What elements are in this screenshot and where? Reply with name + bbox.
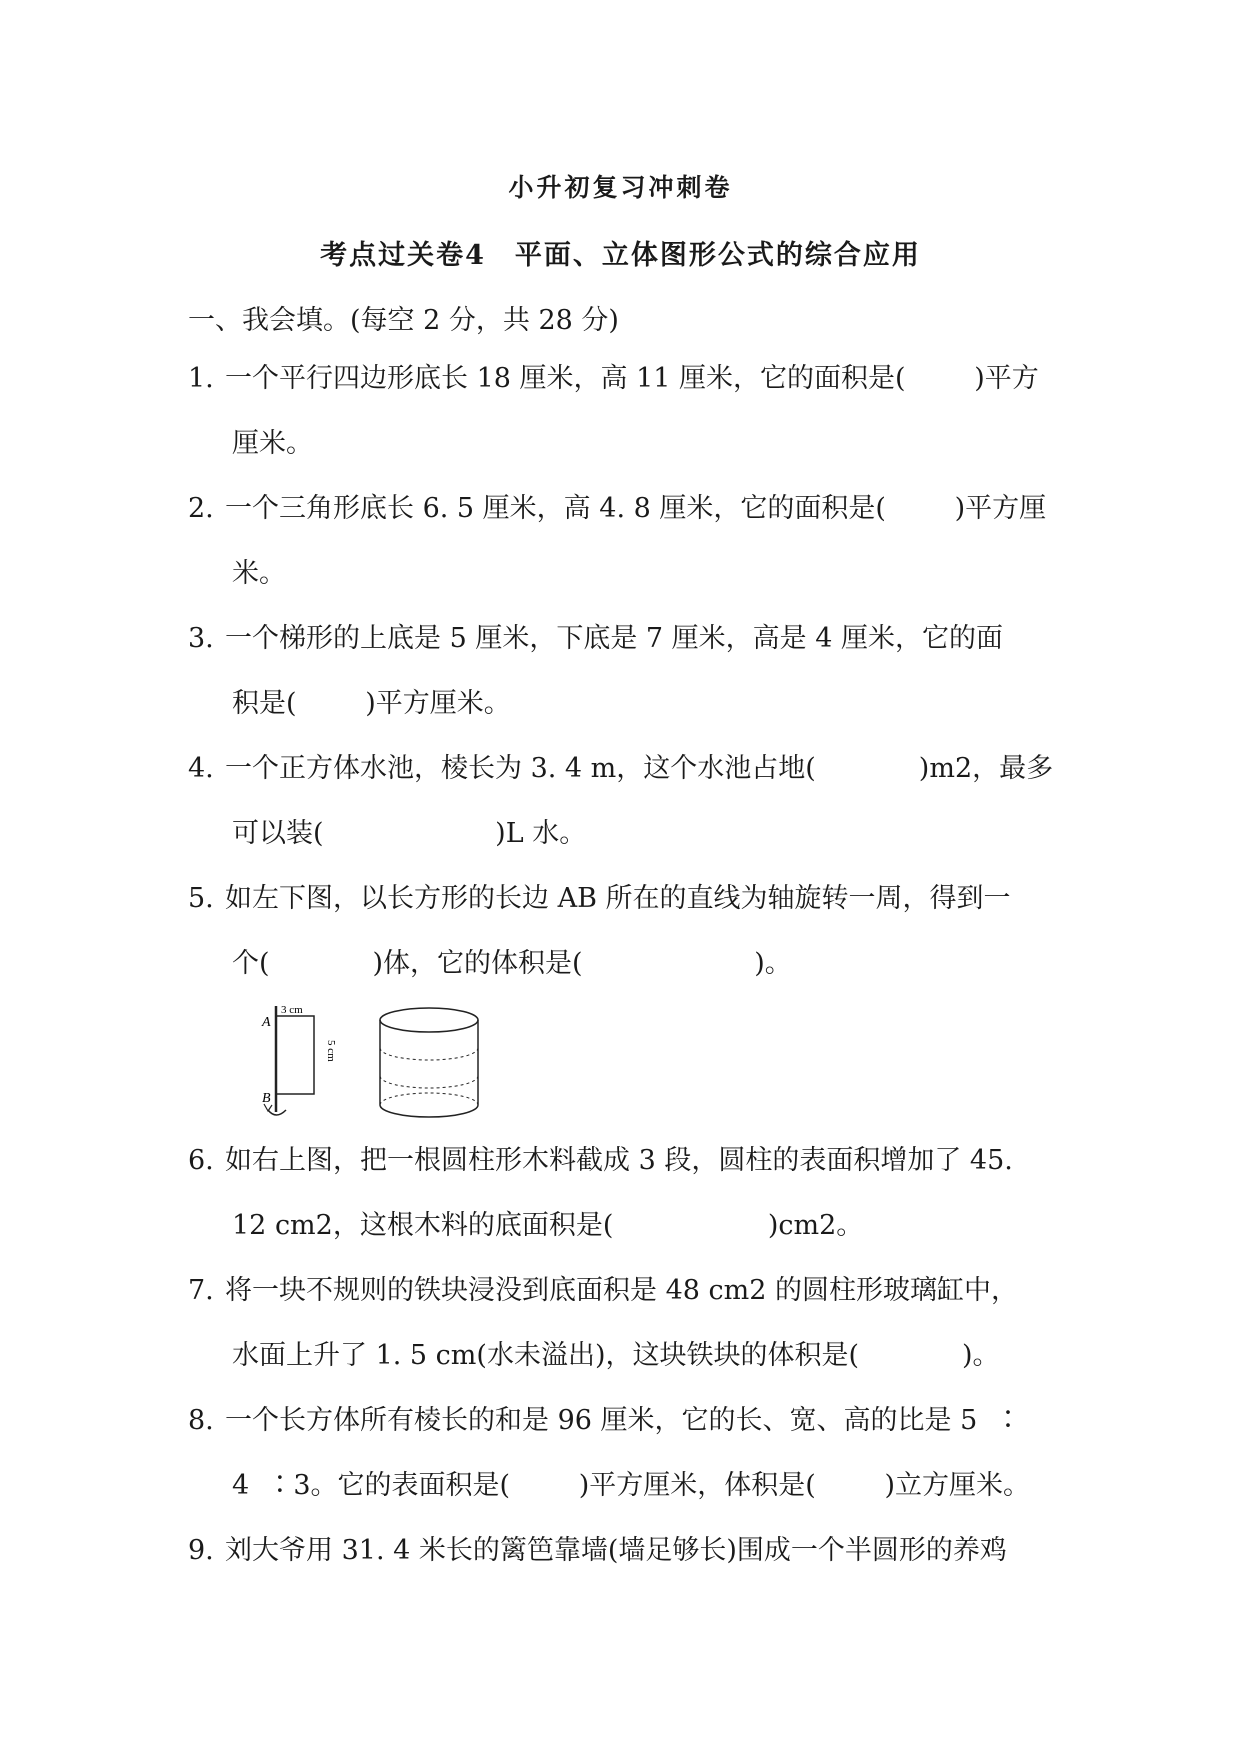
question-number: 1. bbox=[188, 363, 214, 394]
question-number: 3. bbox=[188, 623, 214, 654]
question-text: 将一块不规则的铁块浸没到底面积是 48 cm2 的圆柱形玻璃缸中， bbox=[225, 1275, 1019, 1306]
question-text: 可以装( )L 水。 bbox=[232, 818, 587, 849]
question-text: 4 ∶3。它的表面积是( )平方厘米，体积是( )立方厘米。 bbox=[232, 1470, 1030, 1501]
question-text: 厘米。 bbox=[232, 428, 313, 459]
label-a: A bbox=[262, 1015, 271, 1030]
question-number: 8. bbox=[188, 1405, 214, 1436]
question-number: 4. bbox=[188, 753, 214, 784]
question-text: 如右上图，把一根圆柱形木料截成 3 段，圆柱的表面积增加了 45. bbox=[225, 1145, 1013, 1176]
label-b: B bbox=[262, 1091, 271, 1106]
question-text: 刘大爷用 31. 4 米长的篱笆靠墙(墙足够长)围成一个半圆形的养鸡 bbox=[225, 1535, 1007, 1566]
question-text: 一个平行四边形底长 18 厘米，高 11 厘米，它的面积是( )平方 bbox=[225, 363, 1039, 394]
question-number: 6. bbox=[188, 1145, 214, 1176]
page-subtitle: 考点过关卷4 平面、立体图形公式的综合应用 bbox=[320, 240, 921, 271]
question-text: 积是( )平方厘米。 bbox=[232, 688, 511, 719]
question-text: 12 cm2，这根木料的底面积是( )cm2。 bbox=[232, 1210, 864, 1241]
section-heading: 一、我会填。(每空 2 分，共 28 分) bbox=[188, 305, 619, 336]
cylinder-diagram bbox=[380, 1008, 478, 1117]
question-number: 7. bbox=[188, 1275, 214, 1306]
question-number: 2. bbox=[188, 493, 214, 524]
rectangle-diagram bbox=[261, 1004, 337, 1115]
question-text: 一个长方体所有棱长的和是 96 厘米，它的长、宽、高的比是 5 ∶ bbox=[225, 1405, 1022, 1436]
page-title: 小升初复习冲刺卷 bbox=[508, 173, 733, 202]
width-label: 3 cm bbox=[281, 1004, 303, 1016]
question-number: 9. bbox=[188, 1535, 214, 1566]
rotation-figure bbox=[256, 1000, 556, 1125]
question-text: 水面上升了 1. 5 cm(水未溢出)，这块铁块的体积是( )。 bbox=[232, 1340, 1000, 1371]
question-text: 一个正方体水池，棱长为 3. 4 m，这个水池占地( )m2，最多 bbox=[225, 753, 1054, 784]
question-text: 米。 bbox=[232, 558, 286, 589]
question-number: 5. bbox=[188, 883, 214, 914]
question-text: 一个三角形底长 6. 5 厘米，高 4. 8 厘米，它的面积是( )平方厘 bbox=[225, 493, 1047, 524]
question-text: 个( )体，它的体积是( )。 bbox=[232, 948, 792, 979]
question-text: 如左下图，以长方形的长边 AB 所在的直线为轴旋转一周，得到一 bbox=[225, 883, 1011, 914]
height-label: 5 cm bbox=[325, 1040, 337, 1062]
question-text: 一个梯形的上底是 5 厘米，下底是 7 厘米，高是 4 厘米，它的面 bbox=[225, 623, 1004, 654]
